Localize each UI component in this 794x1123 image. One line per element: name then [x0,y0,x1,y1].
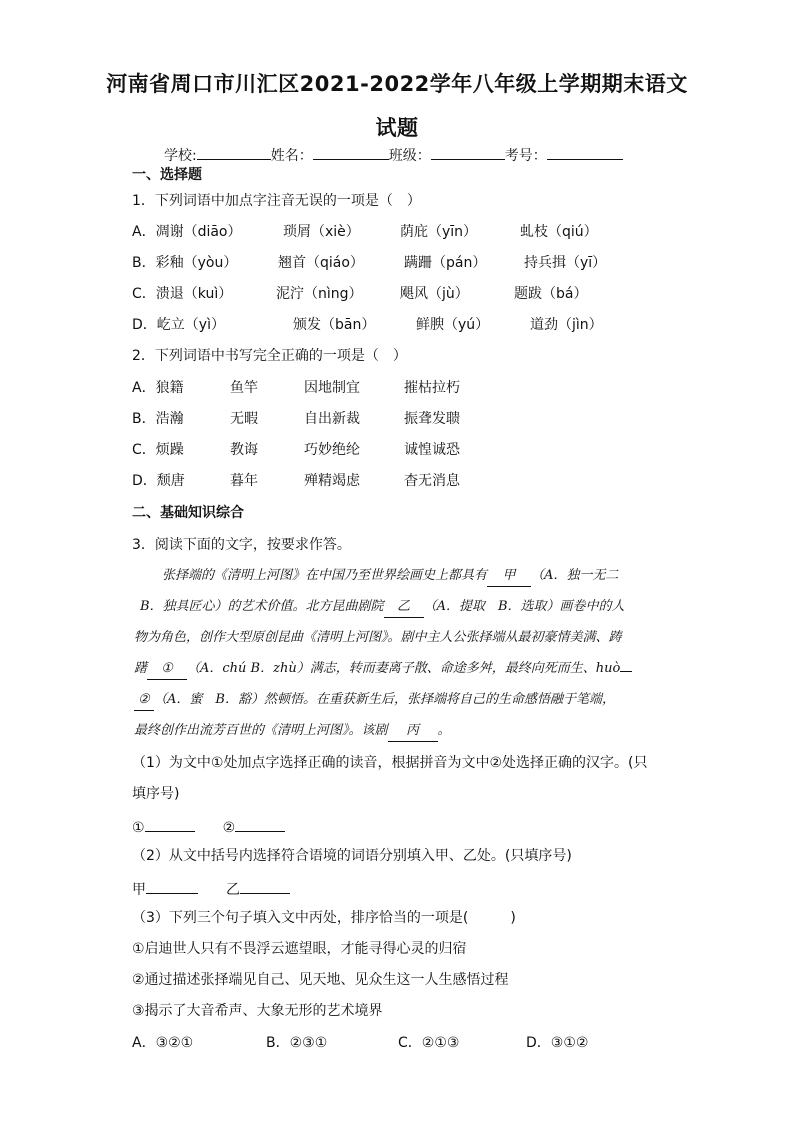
answer-blank-2[interactable] [235,815,285,832]
q1-option-d-4: 道劲（jìn） [530,317,603,333]
q2-option-b-1: B．浩瀚 [132,411,184,427]
answer-label: 甲 [132,882,146,898]
passage-line-2 [140,597,668,618]
q1-option-a-1: A．凋谢（diāo） [132,224,242,240]
class-label: 班级： [388,148,431,164]
q1-option-b-2: 翘首（qiáo） [278,255,364,271]
name-blank [313,143,389,160]
student-info-row [164,143,623,166]
exam-title-line1: 河南省周口市川汇区2021-2022学年八年级上学期期末语文 [106,72,688,96]
passage-line-3: 物为角色，创作大型原创昆曲《清明上河图》。剧中主人公张择端从最初豪情美满、踌 [134,630,622,645]
blank-1: ① [147,659,187,680]
q1-option-b-1: B．彩釉（yòu） [132,255,238,271]
q1-option-c-1: C．溃退（kuì） [132,286,233,302]
blank-2: ② [134,690,154,711]
q2-stem: 2．下列词语中书写完全正确的一项是（ ） [132,348,407,364]
answer-label: ① [132,820,145,836]
sub3-stem: （3）下列三个句子填入文中丙处，排序恰当的一项是( ) [132,910,516,926]
answer-blank-1[interactable] [145,815,195,832]
q2-option-d-2: 暮年 [230,473,258,489]
blank-jia: 甲 [487,566,531,587]
name-label: 姓名： [270,148,313,164]
passage-text: 最终创作出流芳百世的《清明上河图》。该剧 [134,723,388,738]
q1-option-a-4: 虬枝（qiú） [520,224,598,240]
sentence-1: ①启迪世人只有不畏浮云遮望眼，才能寻得心灵的归宿 [132,941,467,957]
sub1-line2: 填序号) [132,786,180,802]
q2-option-d-1: D．颓唐 [132,473,185,489]
passage-line-6 [134,721,662,742]
q1-option-b-4: 持兵揖（yī） [524,255,607,271]
q1-option-d-1: D．屹立（yì） [132,317,225,333]
passage-text: （A．chú B．zhù）满志，转而妻离子散、命途多舛，最终向死而生、huò [187,661,621,676]
q1-option-d-2: 颁发（bān） [293,317,376,333]
passage-text: B．独具匠心）的艺术价值。北方昆曲剧院 [140,599,384,614]
q2-option-a-2: 鱼竿 [230,380,258,396]
q1-option-a-3: 荫庇（yīn） [400,224,478,240]
sub2-answer-row [132,877,290,900]
q2-option-a-3: 因地制宜 [304,380,360,396]
answer-blank-jia[interactable] [146,877,198,894]
sentence-2: ②通过描述张择端见自己、见天地、见众生这一人生感悟过程 [132,972,509,988]
q2-option-b-3: 自出新裁 [304,411,360,427]
passage-line-1 [162,566,690,587]
passage-text: 躇 [134,661,148,676]
q1-stem: 1．下列词语中加点字注音无误的一项是（ ） [132,193,421,209]
passage-line-5 [134,690,662,711]
q3-option-b: B．②③① [266,1035,328,1051]
exam-no-label: 考号： [504,148,547,164]
q1-option-c-3: 飓风（jù） [400,286,469,302]
sub2-stem: （2）从文中括号内选择符合语境的词语分别填入甲、乙处。(只填序号) [132,848,572,864]
sentence-3: ③揭示了大音希声、大象无形的艺术境界 [132,1003,383,1019]
q1-option-c-4: 题跋（bá） [514,286,588,302]
q1-option-d-3: 鲜腴（yú） [416,317,490,333]
answer-label: 乙 [226,882,240,898]
q2-option-c-1: C．烦躁 [132,442,184,458]
section2-heading: 二、基础知识综合 [132,505,244,521]
exam-no-blank [547,143,623,160]
answer-blank-yi[interactable] [240,877,290,894]
q2-option-a-4: 摧枯拉朽 [404,380,460,396]
q3-option-c: C．②①③ [398,1035,460,1051]
q2-option-c-4: 诚惶诚恐 [404,442,460,458]
sub1-answer-row [132,815,285,838]
q3-option-a: A．③②① [132,1035,194,1051]
blank-yi: 乙 [384,597,424,618]
passage-text: 张择端的《清明上河图》在中国乃至世界绘画史上都具有 [162,568,488,583]
answer-label: ② [222,820,236,836]
section1-heading: 一、选择题 [132,167,202,183]
q2-option-d-4: 杳无消息 [404,473,460,489]
q1-option-a-2: 琐屑（xiè） [283,224,360,240]
q3-option-d: D．③①② [526,1035,589,1051]
q2-option-c-3: 巧妙绝纶 [304,442,360,458]
q1-option-b-3: 蹒跚（pán） [404,255,487,271]
blank-bing: 丙 [388,721,438,742]
passage-text: （A．蜜 B．豁）然顿悟。在重获新生后，张择端将自己的生命感悟融于笔端， [154,692,615,707]
school-blank [197,143,271,160]
exam-title-line2: 试题 [375,116,419,140]
q2-option-c-2: 教诲 [230,442,258,458]
q2-option-d-3: 殚精竭虑 [304,473,360,489]
passage-line-4 [134,659,662,680]
q3-stem: 3．阅读下面的文字，按要求作答。 [132,537,351,553]
class-blank [431,143,505,160]
passage-text: （A．提取 B．选取）画卷中的人 [423,599,625,614]
school-label: 学校: [164,148,197,164]
q2-option-a-1: A．狼籍 [132,380,184,396]
q2-option-b-4: 振聋发聩 [404,411,460,427]
passage-text: （A．独一无二 [531,568,619,583]
passage-text: 。 [437,723,451,738]
q2-option-b-2: 无暇 [230,411,258,427]
q1-option-c-2: 泥泞（nìng） [276,286,363,302]
blank-huo-tail [620,671,632,672]
sub1-line1: （1）为文中①处加点字选择正确的读音，根据拼音为文中②处选择正确的汉字。(只 [132,755,648,771]
